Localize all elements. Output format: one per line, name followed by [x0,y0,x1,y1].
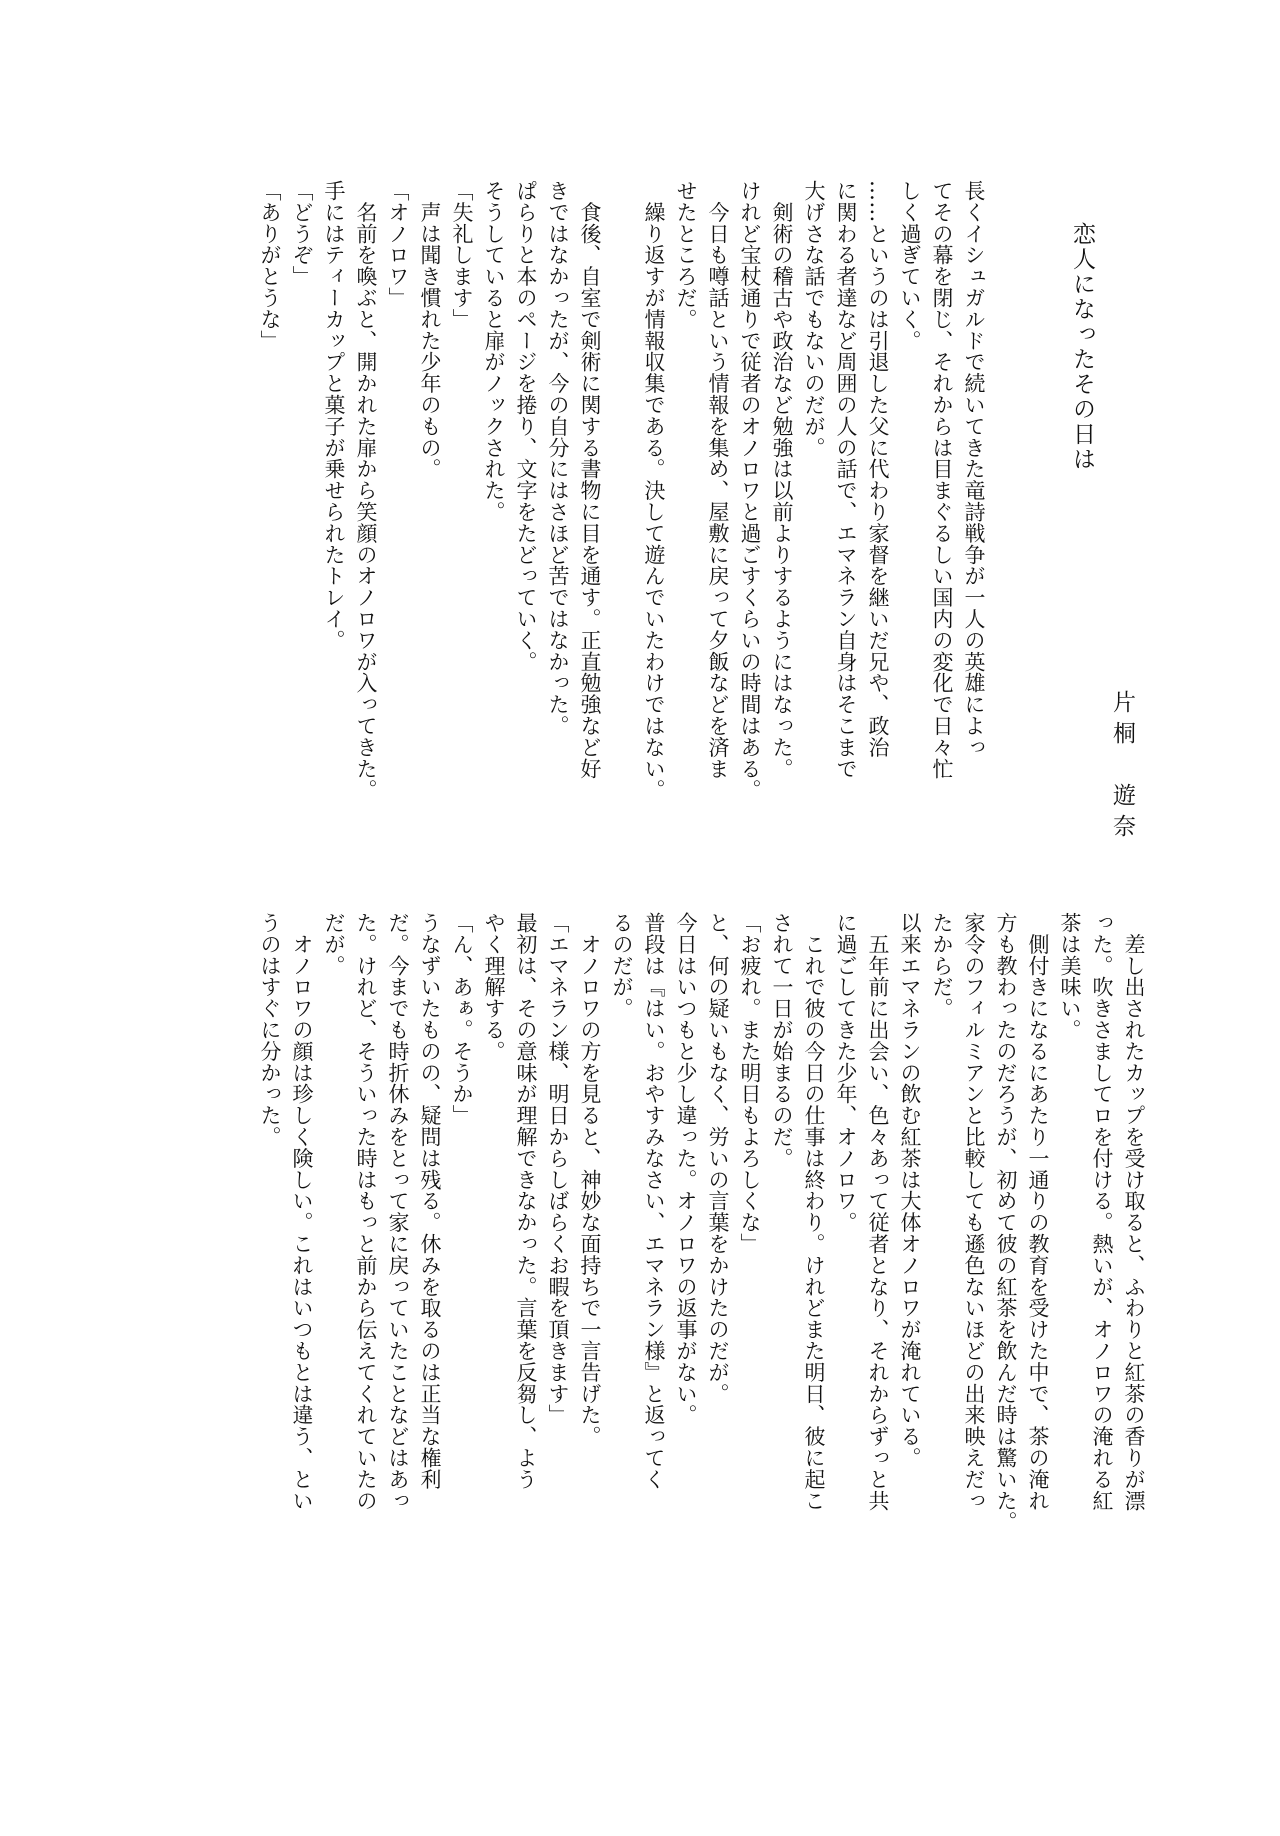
text-line: 差し出されたカップを受け取ると、ふわりと紅茶の香りが漂 [1122,912,1146,1512]
text-line [606,180,638,880]
text-line: 繰り返すが情報収集である。決して遊んでいたわけではない。 [642,180,666,801]
text-line: オノロワの方を見ると、神妙な面持ちで一言告げた。 [578,912,602,1447]
text-line: 普段は『はい。おやすみなさい、エマネラン様』と返ってく [642,912,666,1490]
text-line: ぱらりと本のページを捲り、文字をたどっていく。 [514,180,538,673]
text-line: 今日はいつもと少し違った。オノロワの返事がない。 [674,912,698,1426]
text-line: されて一日が始まるのだ。 [770,912,794,1169]
text-line: 「お疲れ。また明日もよろしくな」 [738,912,762,1255]
text-line: しく過ぎていく。 [898,180,922,352]
text-line: やく理解する。 [482,912,506,1062]
text-line: 「どうぞ」 [290,180,314,287]
text-line: 声は聞き慣れた少年のもの。 [418,180,442,480]
text-line: 側付きになるにあたり一通りの教育を受けた中で、茶の淹れ [1026,912,1050,1512]
text-line: そうしていると扉がノックされた。 [482,180,506,523]
text-line: に過ごしてきた少年、オノロワ。 [834,912,858,1233]
text-line: 手にはティーカップと菓子が乗せられたトレイ。 [322,180,346,651]
text-line: ……というのは引退した父に代わり家督を継いだ兄や、政治 [866,180,890,758]
text-line: だが。 [322,912,346,977]
text-line: 「エマネラン様、明日からしばらくお暇を頂きます」 [546,912,570,1426]
text-line: うのはすぐに分かった。 [258,912,282,1148]
bottom-section-body [254,912,1150,1612]
text-line: オノロワの顔は珍しく険しい。これはいつもとは違う、とい [290,912,314,1512]
text-line: 大げさな話でもないのだが。 [802,180,826,459]
text-line: 「ん、あぁ。そうか」 [450,912,474,1126]
text-line: 「失礼します」 [450,180,474,330]
text-line: 最初は、その意味が理解できなかった。言葉を反芻し、よう [514,912,538,1490]
text-line: た。けれど、そういった時はもっと前から伝えてくれていたの [354,912,378,1512]
text-line: てその幕を閉じ、それからは目まぐるしい国内の変化で日々忙 [930,180,954,780]
top-section-body [254,180,990,880]
text-line: 五年前に出会い、色々あって従者となり、それからずっと共 [866,912,890,1512]
text-line: った。吹きさましてロを付ける。熱いが、オノロワの淹れる紅 [1090,912,1114,1512]
text-line: だ。今までも時折休みをとって家に戻っていたことなどはあっ [386,912,410,1512]
text-line: 茶は美味い。 [1058,912,1082,1041]
text-line: たからだ。 [930,912,954,1019]
text-line: 食後、自室で剣術に関する書物に目を通す。正直勉強など好 [578,180,602,780]
text-line: に関わる者達など周囲の人の話で、エマネラン自身はそこまで [834,180,858,780]
text-line: 今日も噂話という情報を集め、屋敷に戻って夕飯などを済ま [706,180,730,780]
text-line: きではなかったが、今の自分にはさほど苦ではなかった。 [546,180,570,737]
text-line: せたところだ。 [674,180,698,330]
text-line: 家令のフィルミアンと比較しても遜色ないほどの出来映えだっ [962,912,986,1512]
author-name: 片桐 遊奈 [1109,690,1135,845]
text-line: 以来エマネランの飲む紅茶は大体オノロワが淹れている。 [898,912,922,1469]
text-line: これで彼の今日の仕事は終わり。けれどまた明日、彼に起こ [802,912,826,1512]
text-line: るのだが。 [610,912,634,1019]
text-line: 名前を喚ぶと、開かれた扉から笑顔のオノロワが入ってきた。 [354,180,378,801]
text-line: 剣術の稽古や政治など勉強は以前よりするようにはなった。 [770,180,794,780]
text-line: 「オノロワ」 [386,180,410,309]
text-line: 長くイシュガルドで続いてきた竜詩戦争が一人の英雄によっ [962,180,986,758]
text-line: うなずいたものの、疑問は残る。休みを取るのは正当な権利 [418,912,442,1490]
text-line: と、何の疑いもなく、労いの言葉をかけたのだが。 [706,912,730,1405]
text-line: 方も教わったのだろうが、初めて彼の紅茶を飲んだ時は驚いた。 [994,912,1018,1533]
text-line: けれど宝杖通りで従者のオノロワと過ごすくらいの時間はある。 [738,180,762,801]
page-title: 恋人になったその日は [1069,222,1095,472]
text-line: 「ありがとうな」 [258,180,282,352]
